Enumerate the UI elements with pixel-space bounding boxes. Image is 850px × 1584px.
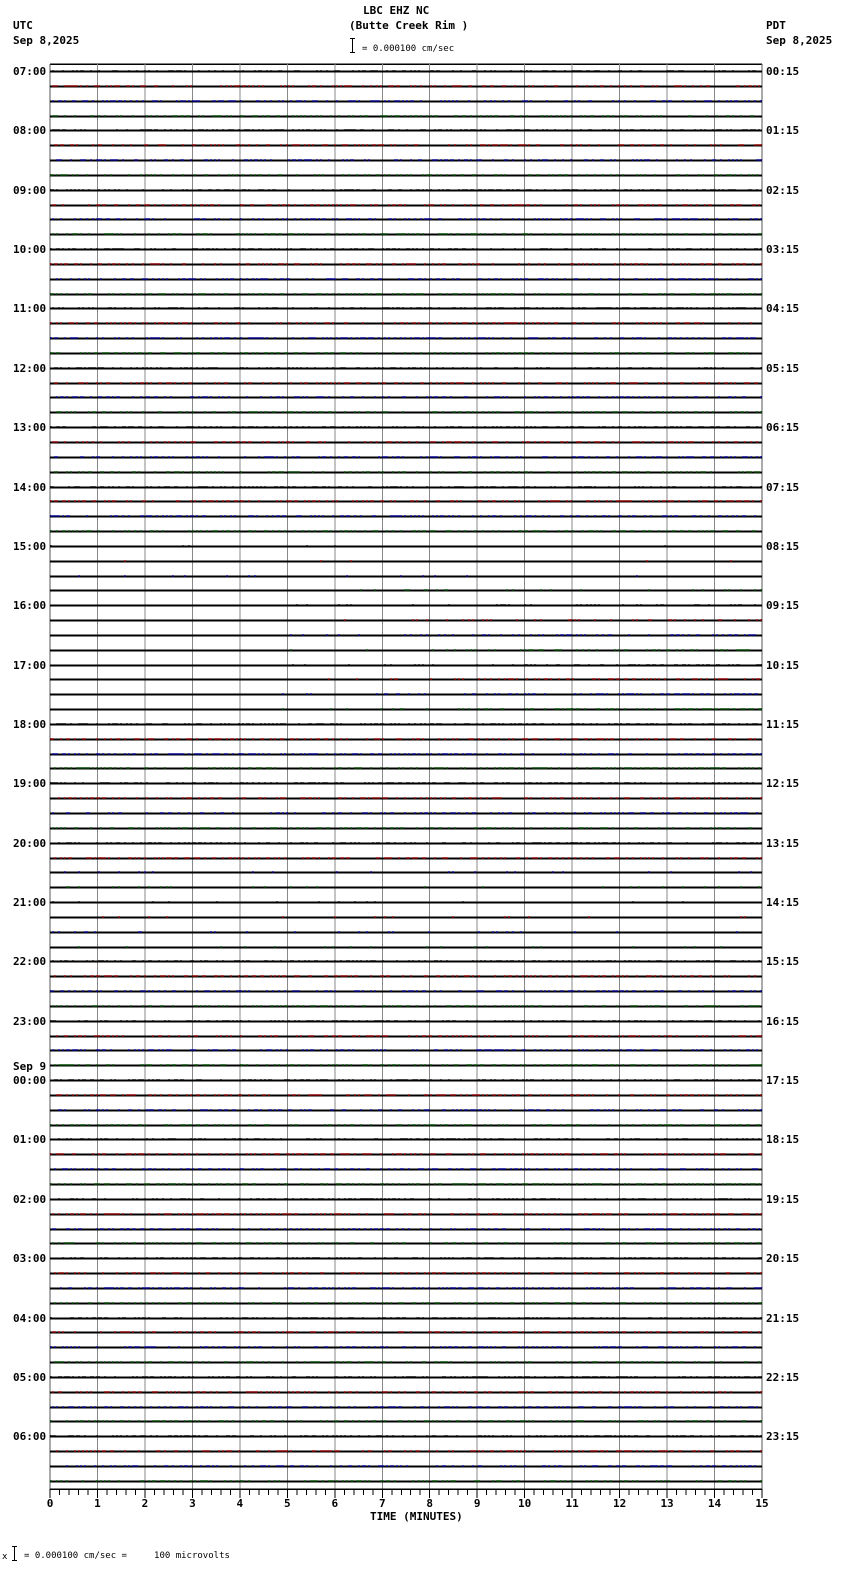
utc-label: 16:00: [13, 599, 47, 613]
utc-label: 21:00: [13, 896, 47, 910]
pdt-label: 16:15: [766, 1014, 800, 1028]
pdt-label: 10:15: [766, 658, 800, 672]
x-tick-label: 14: [707, 1497, 722, 1510]
pdt-label: 00:15: [766, 65, 800, 78]
pdt-label: 03:15: [766, 243, 800, 257]
pdt-label: 12:15: [766, 777, 800, 791]
utc-label: 14:00: [13, 480, 47, 494]
utc-label: 18:00: [13, 717, 47, 731]
utc-label: 01:00: [13, 1133, 47, 1147]
pdt-label: 13:15: [766, 836, 800, 850]
pdt-label: 15:15: [766, 955, 800, 969]
x-tick-label: 8: [426, 1497, 434, 1510]
x-axis-title: TIME (MINUTES): [370, 1510, 463, 1523]
utc-label: 11:00: [13, 302, 47, 316]
pdt-label: 05:15: [766, 361, 800, 375]
right-timezone: PDT: [766, 19, 786, 32]
pdt-label: 23:15: [766, 1430, 800, 1444]
footer-scale-prefix: x: [2, 1552, 8, 1562]
left-date: Sep 8,2025: [13, 34, 80, 47]
x-tick-label: 1: [94, 1497, 101, 1510]
x-tick-label: 13: [660, 1497, 674, 1510]
right-date: Sep 8,2025: [766, 34, 833, 47]
pdt-label: 07:15: [766, 480, 800, 494]
x-tick-label: 3: [189, 1497, 196, 1510]
pdt-label: 06:15: [766, 421, 800, 435]
utc-date-label: Sep 9: [13, 1060, 47, 1074]
station-title: LBC EHZ NC: [363, 4, 430, 17]
x-tick-label: 11: [565, 1497, 579, 1510]
pdt-label: 11:15: [766, 717, 800, 731]
pdt-label: 09:15: [766, 599, 800, 613]
utc-label: 08:00: [13, 124, 47, 138]
utc-label: 03:00: [13, 1252, 47, 1266]
x-tick-label: 9: [473, 1497, 481, 1510]
x-tick-label: 5: [284, 1497, 291, 1510]
x-tick-label: 7: [378, 1497, 386, 1510]
pdt-label: 04:15: [766, 302, 800, 316]
x-tick-label: 15: [755, 1497, 769, 1510]
utc-label: 04:00: [13, 1311, 47, 1325]
x-tick-label: 4: [236, 1497, 244, 1510]
left-timezone: UTC: [13, 19, 33, 32]
utc-label: 13:00: [13, 421, 47, 435]
station-location: (Butte Creek Rim ): [349, 19, 469, 32]
utc-label: 05:00: [13, 1370, 47, 1384]
utc-label: 09:00: [13, 183, 47, 197]
utc-label: 02:00: [13, 1192, 47, 1206]
scale-text: = 0.000100 cm/sec: [362, 44, 455, 54]
x-tick-label: 12: [612, 1497, 627, 1510]
pdt-label: 17:15: [766, 1074, 800, 1088]
utc-label: 22:00: [13, 955, 47, 969]
pdt-label: 19:15: [766, 1192, 800, 1206]
pdt-label: 02:15: [766, 183, 800, 197]
utc-label: 06:00: [13, 1430, 47, 1444]
utc-label: 23:00: [13, 1014, 47, 1028]
utc-label: 17:00: [13, 658, 47, 672]
pdt-label: 22:15: [766, 1370, 800, 1384]
utc-label: 12:00: [13, 361, 47, 375]
footer-scale-text: = 0.000100 cm/sec = 100 microvolts: [24, 1551, 230, 1561]
utc-label: 10:00: [13, 243, 47, 257]
pdt-label: 21:15: [766, 1311, 800, 1325]
footer-scale-bar-icon: [14, 1546, 15, 1561]
pdt-label: 08:15: [766, 539, 800, 553]
x-tick-label: 6: [331, 1497, 339, 1510]
x-tick-label: 10: [518, 1497, 532, 1510]
pdt-label: 20:15: [766, 1252, 800, 1266]
utc-label: 15:00: [13, 539, 47, 553]
utc-label: 20:00: [13, 836, 47, 850]
x-tick-label: 0: [46, 1497, 54, 1510]
utc-label: 07:00: [13, 65, 47, 78]
pdt-label: 18:15: [766, 1133, 800, 1147]
utc-label: 00:00: [13, 1074, 47, 1088]
x-tick-label: 2: [141, 1497, 149, 1510]
utc-label: 19:00: [13, 777, 47, 791]
pdt-label: 01:15: [766, 124, 800, 138]
pdt-label: 14:15: [766, 896, 800, 910]
